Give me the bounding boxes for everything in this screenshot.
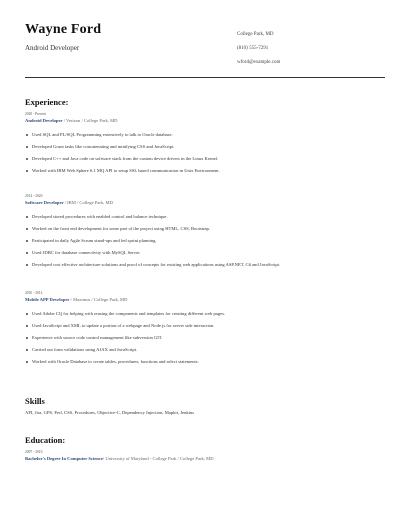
job-dates: 2014 - 2020 xyxy=(25,194,43,198)
job-entry xyxy=(25,111,385,177)
bullet-text: Used SQL and PL/SQL Programming extensively to talk to Oracle database. xyxy=(32,132,173,137)
job-role: Android Developer xyxy=(25,118,63,123)
list-item xyxy=(25,153,385,165)
list-item xyxy=(25,129,385,141)
job-dates: 2020 - Present xyxy=(25,112,46,116)
bullet-text: Participated in daily Agile Scrum stand-ups and led sprint planning. xyxy=(32,238,157,243)
bullet-icon xyxy=(26,134,28,136)
job-bullets xyxy=(25,129,385,177)
list-item xyxy=(25,308,385,320)
resume-header xyxy=(25,22,385,72)
education-dates: 2007 - 2010 xyxy=(25,450,43,454)
bullet-text: Developed C++ and Java code on software stack from the custom device drivers in the Linux Kernel. xyxy=(32,156,219,161)
list-item xyxy=(25,235,385,247)
job-company: / Verizon / College Park, MD xyxy=(62,118,118,123)
contact-block xyxy=(237,28,280,70)
job-company: / Maximus / College Park, MD xyxy=(69,297,128,302)
list-item xyxy=(25,247,385,259)
contact-location: College Park, MD xyxy=(237,32,274,37)
skills-heading: Skills xyxy=(25,396,45,406)
bullet-text: Worked on the front end development for some part of the project using HTML, CSS, Bootstrap. xyxy=(32,226,210,231)
bullet-text: Experience with source code control management like subversion GIT. xyxy=(32,335,163,340)
education-degree: Bachelor's Degree In Computer Science xyxy=(25,456,103,461)
bullet-icon xyxy=(26,349,28,351)
contact-phone: (810) 555-7291 xyxy=(237,46,269,51)
list-item xyxy=(25,259,385,271)
job-dates: 2010 - 2014 xyxy=(25,291,43,295)
job-company: / IBM / College Park, MD xyxy=(63,200,113,205)
job-role-line xyxy=(25,117,385,125)
bullet-icon xyxy=(26,158,28,160)
bullet-text: Carried out form validations using AJAX and JavaScript. xyxy=(32,347,138,352)
contact-email[interactable]: wford@example.com xyxy=(237,60,281,65)
job-role: Software Developer xyxy=(25,200,64,205)
list-item xyxy=(25,344,385,356)
bullet-text: Used Adobe CQ for helping with reusing the components and templates for creating different web pages. xyxy=(32,311,226,316)
job-bullets xyxy=(25,308,385,368)
job-entry xyxy=(25,193,385,271)
job-bullets xyxy=(25,211,385,271)
job-role-line xyxy=(25,199,385,207)
bullet-icon xyxy=(26,337,28,339)
job-role: Mobile APP Developer xyxy=(25,297,70,302)
bullet-icon xyxy=(26,325,28,327)
list-item xyxy=(25,332,385,344)
bullet-text: Developed Grunt tasks like concatenating and minifying CSS and JavaScript. xyxy=(32,144,175,149)
education-school: / University of Maryland - College Park / College Park, MD xyxy=(102,456,214,461)
candidate-title: Android Developer xyxy=(25,44,80,52)
bullet-text: Developed stored procedures with enabled control and balance technique. xyxy=(32,214,168,219)
list-item xyxy=(25,165,385,177)
candidate-name: Wayne Ford xyxy=(25,22,102,37)
list-item xyxy=(25,211,385,223)
list-item xyxy=(25,320,385,332)
bullet-icon xyxy=(26,228,28,230)
job-entry xyxy=(25,290,385,368)
bullet-icon xyxy=(26,216,28,218)
list-item xyxy=(25,223,385,235)
bullet-icon xyxy=(26,361,28,363)
bullet-text: Used JavaScript and XML to update a portion of a webpage and Node.js for server side interaction. xyxy=(32,323,215,328)
experience-heading: Experience: xyxy=(25,97,69,107)
bullet-icon xyxy=(26,313,28,315)
bullet-text: Developed cost effective architecture solutions and proof of concepts for existing web applications using ASP.NET, C# and JavaScript. xyxy=(32,262,281,267)
bullet-text: Used JDBC for database connectivity with MySQL Server. xyxy=(32,250,141,255)
bullet-icon xyxy=(26,170,28,172)
bullet-text: Worked with Oracle Database to create tables, procedures, functions and select statements. xyxy=(32,359,199,364)
bullet-text: Worked with IBM Web Sphere 6.1 MQ API to setup SSL based communication in Unix Environment. xyxy=(32,168,220,173)
bullet-icon xyxy=(26,252,28,254)
bullet-icon xyxy=(26,240,28,242)
list-item xyxy=(25,356,385,368)
job-role-line xyxy=(25,296,385,304)
bullet-icon xyxy=(26,146,28,148)
education-heading: Education: xyxy=(25,435,66,445)
education-entry xyxy=(25,449,214,463)
header-divider xyxy=(25,77,385,78)
skills-list: API, Jira, GPS, Perl, CSS, Procedures, Objective-C, Dependency Injection, Mapkit, Jenkins xyxy=(25,410,195,415)
list-item xyxy=(25,141,385,153)
education-line xyxy=(25,455,214,463)
bullet-icon xyxy=(26,264,28,266)
